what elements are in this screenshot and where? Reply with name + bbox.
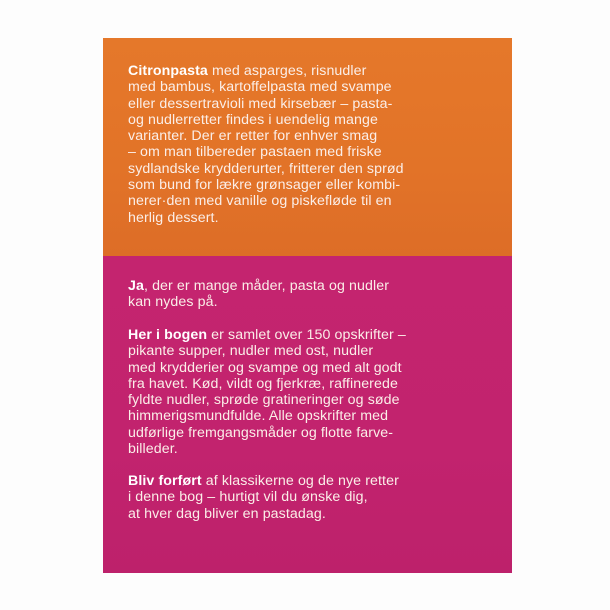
paragraph-her-i-bogen [128,327,488,457]
text-line: med bambus, kartoffelpasta med svampe [128,79,392,96]
paragraph-bliv-forfort [128,473,488,522]
text-line: og nudlerretter findes i uendelig mange [128,111,378,128]
lead-word: Citronpasta [128,63,208,79]
text-line: med krydderier og svampe og med alt godt [128,359,402,376]
lead-word: Her i bogen [128,327,208,343]
text-line [128,63,488,79]
text-line: at hver dag bliver en pastadag. [128,505,326,522]
text-line: fra havet. Kød, vildt og fjerkræ, raffinerede [128,375,398,392]
line-text: med asparges, risnudler [207,63,367,79]
text-line: sydlandske krydderurter, fritterer den sprød [128,160,404,177]
paragraph-citronpasta [128,63,488,226]
text-line: herlig dessert. [128,209,219,226]
text-line: pikante supper, nudler med ost, nudler [128,343,374,360]
text-line [128,327,488,343]
text-line: udførlige fremgangsmåder og flotte farve- [128,424,394,441]
line-text: er samlet over 150 opskrifter – [207,327,406,343]
text-line: i denne bog – hurtigt vil du ønske dig, [128,489,368,506]
text-line: som bund for lækre grønsager eller kombi- [128,177,401,194]
text-line: billeder. [128,441,178,458]
text-line: himmerigsmundfulde. Alle opskrifter med [128,408,389,425]
line-text: , der er mange måder, pasta og nudler [143,278,390,294]
line-text: af klassikerne og de nye retter [201,473,399,489]
lead-word: Ja [128,278,144,294]
text-line [128,278,488,294]
text-line: fyldte nudler, sprøde gratineringer og søde [128,392,400,409]
paragraph-ja [128,278,488,311]
text-line: nerer·den med vanille og piskefløde til en [128,193,392,210]
text-line: kan nydes på. [128,294,218,311]
book-back-cover [103,38,512,573]
lead-word: Bliv forført [128,473,202,489]
text-line: varianter. Der er retter for enhver smag [128,128,378,145]
text-line: eller dessertravioli med kirsebær – pasta- [128,95,393,112]
text-line: – om man tilbereder pastaen med friske [128,144,382,161]
text-line [128,473,488,489]
